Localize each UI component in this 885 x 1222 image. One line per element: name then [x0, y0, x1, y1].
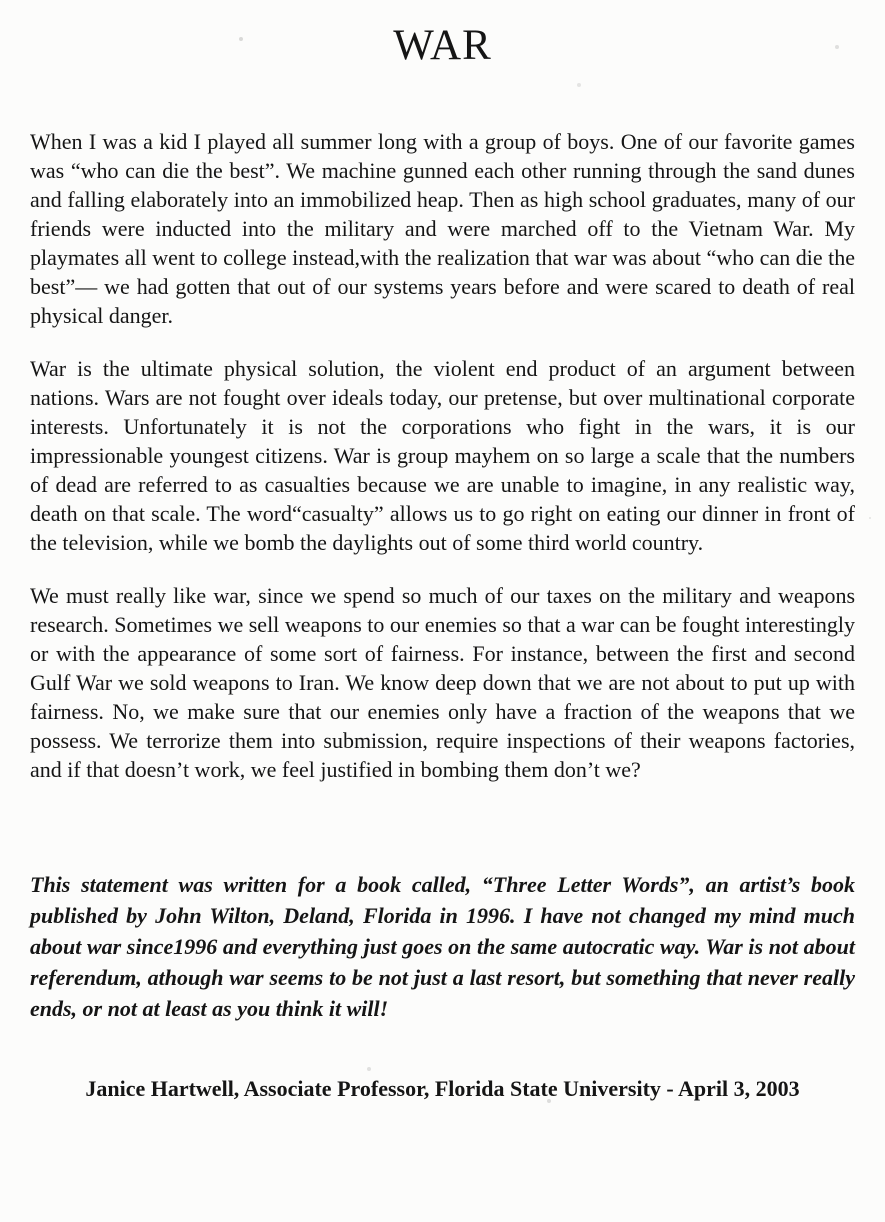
- paragraph-childhood-games: When I was a kid I played all summer long with a group of boys. One of our favorite games was “who can die the best”. We machine gunned each other running through the sand dunes and falling elaborately into an immobilized heap. Then as high school graduates, many of our friends were inducted into the military and were marched off to the Vietnam War. My playmates all went to college instead,with the realization that war was about “who can die the best”— we had gotten that out of our systems years before and were scared to death of real physical danger.: [30, 129, 855, 329]
- document-title: WAR: [393, 22, 492, 69]
- statement-provenance-note: This statement was written for a book called, “Three Letter Words”, an artist’s book published by John Wilton, Deland, Florida in 1996. I have not changed my mind much about war since1996 and everything just goes on the same autocratic way. War is not about referendum, athough war seems to be not just a last resort, but something that never really ends, or not at least as you think it will!: [30, 872, 855, 1022]
- document-page: [0, 22, 885, 1103]
- paragraph-ultimate-solution: War is the ultimate physical solution, the violent end product of an argument between nations. Wars are not fought over ideals today, our pretense, but over multinational corporate interests. Unfortunately it is not the corporations who fight in the wars, it is our impressionable youngest citizens. War is group mayhem on so large a scale that the numbers of dead are referred to as casualties because we are unable to imagine, in any realistic way, death on that scale. The word“casualty” allows us to go right on eating our dinner in front of the television, while we bomb the daylights out of some third world country.: [30, 356, 855, 556]
- paragraph-taxes-weapons: We must really like war, since we spend so much of our taxes on the military and weapons research. Sometimes we sell weapons to our enemies so that a war can be fought interestingly or with the appearance of some sort of fairness. For instance, between the first and second Gulf War we sold weapons to Iran. We know deep down that we are not about to put up with fairness. No, we make sure that our enemies only have a fraction of the weapons that we possess. We terrorize them into submission, require inspections of their weapons factories, and if that doesn’t work, we feel justified in bombing them don’t we?: [30, 583, 855, 783]
- signature-line: Janice Hartwell, Associate Professor, Florida State University - April 3, 2003: [85, 1076, 800, 1102]
